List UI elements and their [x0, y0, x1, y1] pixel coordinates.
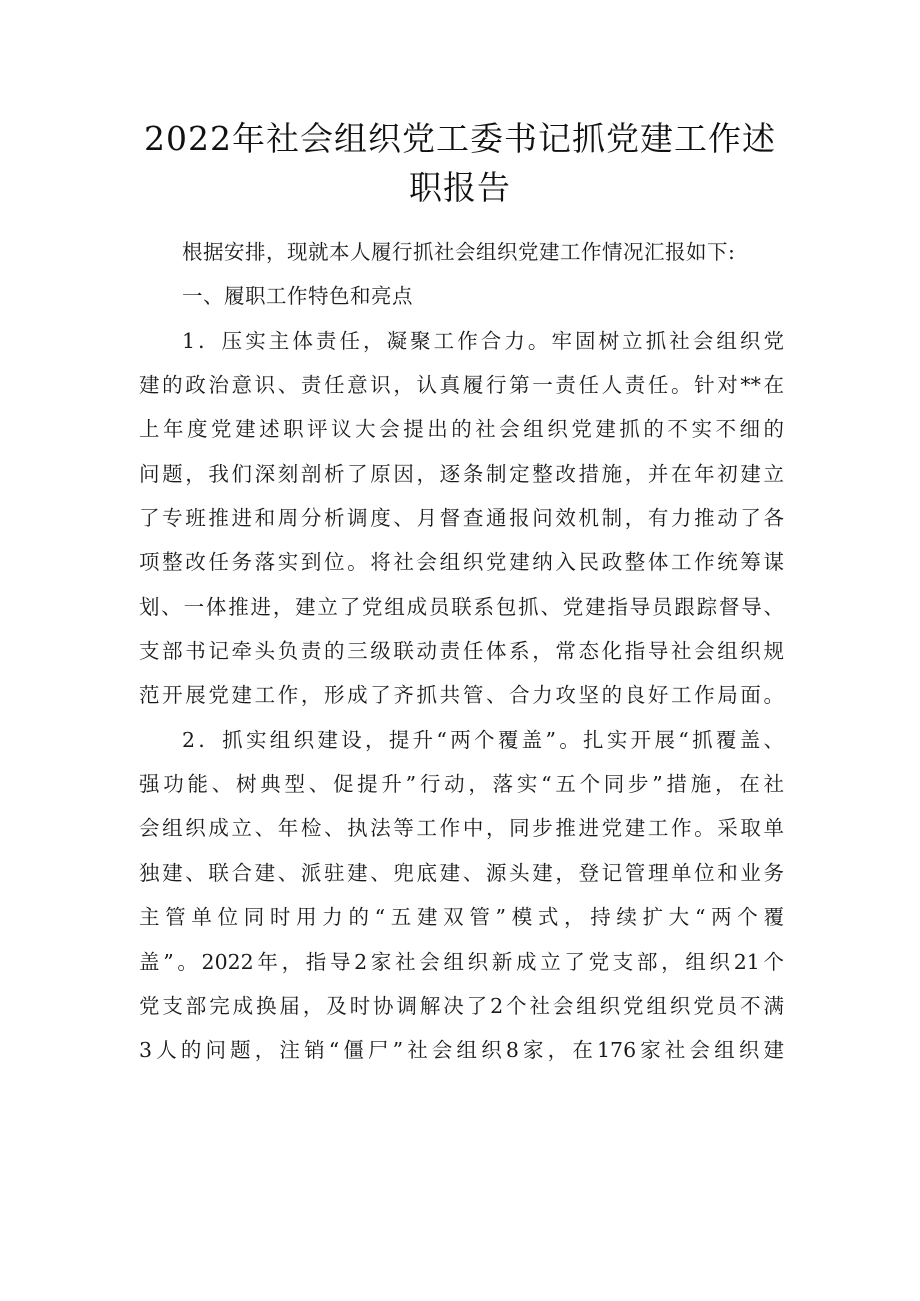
paragraph-line: 会组织成立、年检、执法等工作中，同步推进党建工作。采取单: [139, 816, 784, 841]
paragraph-intro: 根据安排，现就本人履行抓社会组织党建工作情况汇报如下:: [182, 240, 736, 264]
document-title-line-1: 2022年社会组织党工委书记抓党建工作述: [144, 119, 776, 158]
paragraph-line: 2．抓实组织建设，提升“两个覆盖”。扎实开展“抓覆盖、: [182, 727, 784, 752]
paragraph-line: 支部书记牵头负责的三级联动责任体系，常态化指导社会组织规: [139, 639, 784, 664]
section-heading: 一、履职工作特色和亮点: [182, 284, 413, 309]
document-title-line-2: 职报告: [409, 168, 511, 207]
paragraph-line: 了专班推进和周分析调度、月督查通报问效机制，有力推动了各: [139, 506, 784, 531]
paragraph-line: 党支部完成换届，及时协调解决了2个社会组织党组织党员不满: [139, 993, 784, 1018]
paragraph-line: 项整改任务落实到位。将社会组织党建纳入民政整体工作统筹谋: [139, 550, 784, 575]
paragraph-line: 盖”。2022年，指导2家社会组织新成立了党支部，组织21个: [139, 949, 784, 974]
paragraph-line: 问题，我们深刻剖析了原因，逐条制定整改措施，并在年初建立: [139, 461, 784, 486]
paragraph-line: 建的政治意识、责任意识，认真履行第一责任人责任。针对**在: [139, 373, 784, 398]
paragraph-line: 上年度党建述职评议大会提出的社会组织党建抓的不实不细的: [139, 417, 784, 442]
paragraph-line: 3人的问题，注销“僵尸”社会组织8家，在176家社会组织建: [139, 1038, 784, 1063]
paragraph-line: 划、一体推进，建立了党组成员联系包抓、党建指导员跟踪督导、: [139, 594, 784, 619]
document-body: [139, 230, 784, 1073]
paragraph-line: 强功能、树典型、促提升”行动，落实“五个同步”措施，在社: [139, 772, 784, 797]
paragraph-line: 主管单位同时用力的“五建双管”模式，持续扩大“两个覆: [139, 905, 784, 930]
paragraph-line: 1．压实主体责任，凝聚工作合力。牢固树立抓社会组织党: [182, 328, 784, 353]
paragraph-line: 范开展党建工作，形成了齐抓共管、合力攻坚的良好工作局面。: [139, 683, 784, 708]
paragraph-line: 独建、联合建、派驻建、兜底建、源头建，登记管理单位和业务: [139, 860, 784, 885]
